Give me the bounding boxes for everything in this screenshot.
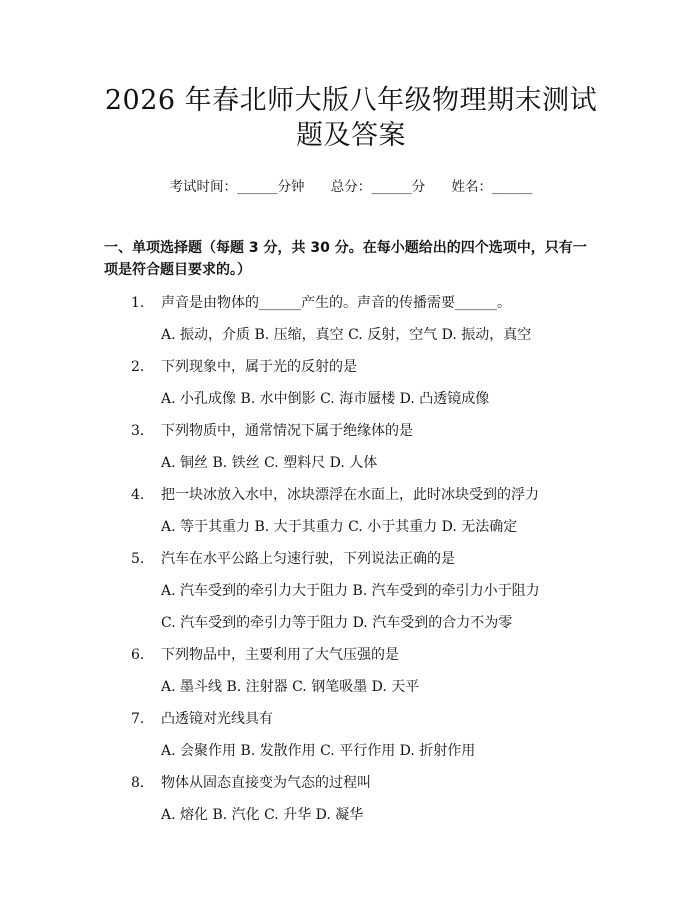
- question-options: A. 墨斗线 B. 注射器 C. 钢笔吸墨 D. 天平: [161, 679, 420, 695]
- question-options: A. 铜丝 B. 铁丝 C. 塑料尺 D. 人体: [161, 455, 378, 471]
- question-stem: [104, 709, 598, 730]
- question-item: [104, 773, 598, 826]
- question-text: 凸透镜对光线具有: [161, 711, 273, 727]
- question-text: 下列物品中，主要利用了大气压强的是: [161, 647, 399, 663]
- question-text: 下列物质中，通常情况下属于绝缘体的是: [161, 423, 413, 439]
- question-item: [104, 645, 598, 698]
- question-stem: [104, 357, 598, 378]
- question-text: 物体从固态直接变为气态的过程叫: [161, 775, 371, 791]
- question-list: [104, 293, 598, 826]
- question-options: A. 振动，介质 B. 压缩，真空 C. 反射，空气 D. 振动，真空: [161, 327, 532, 343]
- question-stem: [104, 549, 598, 570]
- question-stem: [104, 293, 598, 314]
- question-item: [104, 357, 598, 410]
- question-options: A. 小孔成像 B. 水中倒影 C. 海市蜃楼 D. 凸透镜成像: [161, 391, 490, 407]
- question-options: A. 熔化 B. 汽化 C. 升华 D. 凝华: [161, 807, 364, 823]
- question-number: 1.: [131, 295, 145, 311]
- question-item: [104, 549, 598, 634]
- question-stem: [104, 485, 598, 506]
- question-number: 7.: [131, 711, 145, 727]
- total-score-field: 总分：______分: [330, 179, 426, 195]
- question-stem: [104, 773, 598, 794]
- question-item: [104, 709, 598, 762]
- question-number: 4.: [131, 487, 145, 503]
- question-text: 下列现象中，属于光的反射的是: [161, 359, 357, 375]
- document-title: 2026 年春北师大版八年级物理期末测试题及答案: [104, 85, 598, 151]
- question-item: [104, 485, 598, 538]
- question-options: A. 会聚作用 B. 发散作用 C. 平行作用 D. 折射作用: [161, 743, 476, 759]
- question-number: 5.: [131, 551, 145, 567]
- section-heading-single-choice: 一、单项选择题（每题 3 分，共 30 分。在每小题给出的四个选项中，只有一项是符合题目要求的。）: [104, 240, 587, 278]
- question-item: [104, 293, 598, 346]
- question-options: C. 汽车受到的牵引力等于阻力 D. 汽车受到的合力不为零: [161, 615, 513, 631]
- question-stem: [104, 645, 598, 666]
- question-number: 6.: [131, 647, 145, 663]
- question-text: 把一块冰放入水中，冰块漂浮在水面上，此时冰块受到的浮力: [161, 487, 539, 503]
- question-options: A. 汽车受到的牵引力大于阻力 B. 汽车受到的牵引力小于阻力: [161, 583, 540, 599]
- question-stem: [104, 421, 598, 442]
- question-text: 汽车在水平公路上匀速行驶，下列说法正确的是: [161, 551, 455, 567]
- student-name-field: 姓名：______: [451, 179, 533, 195]
- exam-time-field: 考试时间：______分钟: [169, 179, 305, 195]
- question-item: [104, 421, 598, 474]
- question-number: 3.: [131, 423, 145, 439]
- question-number: 8.: [131, 775, 145, 791]
- question-text: 声音是由物体的______产生的。声音的传播需要______。: [161, 295, 511, 311]
- exam-info-row: [104, 177, 598, 197]
- question-number: 2.: [131, 359, 145, 375]
- question-options: A. 等于其重力 B. 大于其重力 C. 小于其重力 D. 无法确定: [161, 519, 518, 535]
